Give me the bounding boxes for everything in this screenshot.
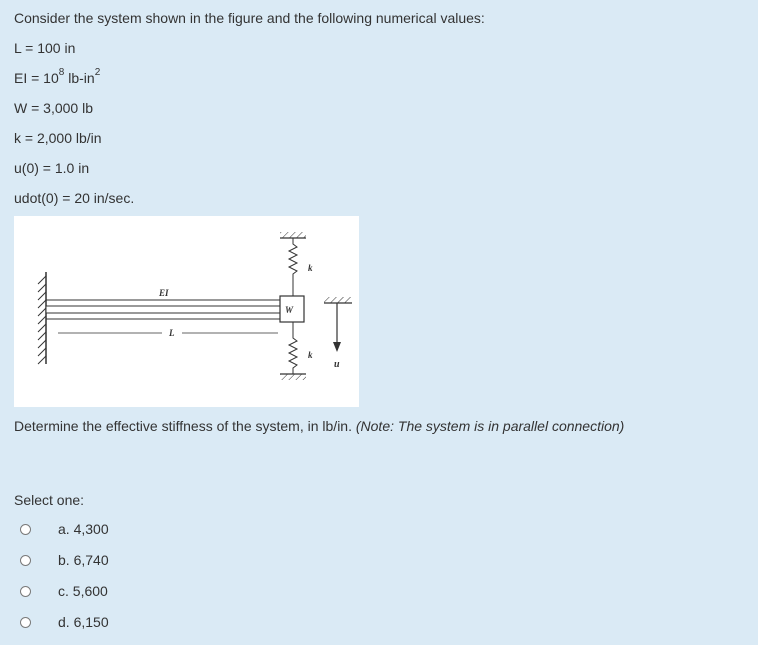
option-c-label[interactable]: c. 5,600 [58,583,108,599]
question-note: (Note: The system is in parallel connection) [355,418,625,434]
given-ei-base: EI = 10 [14,70,59,86]
given-ei [14,67,101,86]
displacement-arrow [324,297,352,352]
option-c[interactable] [20,581,108,601]
label-displacement: u [334,359,340,370]
fixed-wall [38,272,46,364]
given-length: L = 100 in [14,40,76,56]
beam [46,300,280,319]
question-main: Determine the effective stiffness of the system, in lb/in. [14,418,352,434]
radio-button-c[interactable] [20,586,31,597]
option-d[interactable] [20,612,109,632]
given-ei-unit-exponent: 2 [94,67,101,78]
cantilever-spring-diagram [14,216,359,407]
label-spring-top: k [308,263,313,273]
radio-button-a[interactable] [20,524,31,535]
given-weight: W = 3,000 lb [14,100,93,116]
option-a[interactable] [20,519,109,539]
given-stiffness: k = 2,000 lb/in [14,130,102,146]
option-b-label[interactable]: b. 6,740 [58,552,109,568]
label-mass: W [285,305,294,315]
radio-button-b[interactable] [20,555,31,566]
bottom-support [280,374,306,380]
top-support [280,232,306,238]
bottom-spring [289,322,297,374]
option-b[interactable] [20,550,109,570]
top-spring [289,238,297,296]
label-length: L [169,328,175,338]
given-ei-unit: lb-in [64,70,95,86]
problem-intro: Consider the system shown in the figure and the following numerical values: [14,10,485,26]
label-spring-bottom: k [308,350,313,360]
system-figure [14,216,359,407]
given-ei-exponent: 8 [58,67,65,78]
radio-button-d[interactable] [20,617,31,628]
given-initial-displacement: u(0) = 1.0 in [14,160,90,176]
given-initial-velocity: udot(0) = 20 in/sec. [14,190,135,206]
select-one-label: Select one: [14,492,85,508]
question-text [14,418,624,434]
option-a-label[interactable]: a. 4,300 [58,521,109,537]
option-d-label[interactable]: d. 6,150 [58,614,109,630]
label-ei: EI [159,288,169,298]
